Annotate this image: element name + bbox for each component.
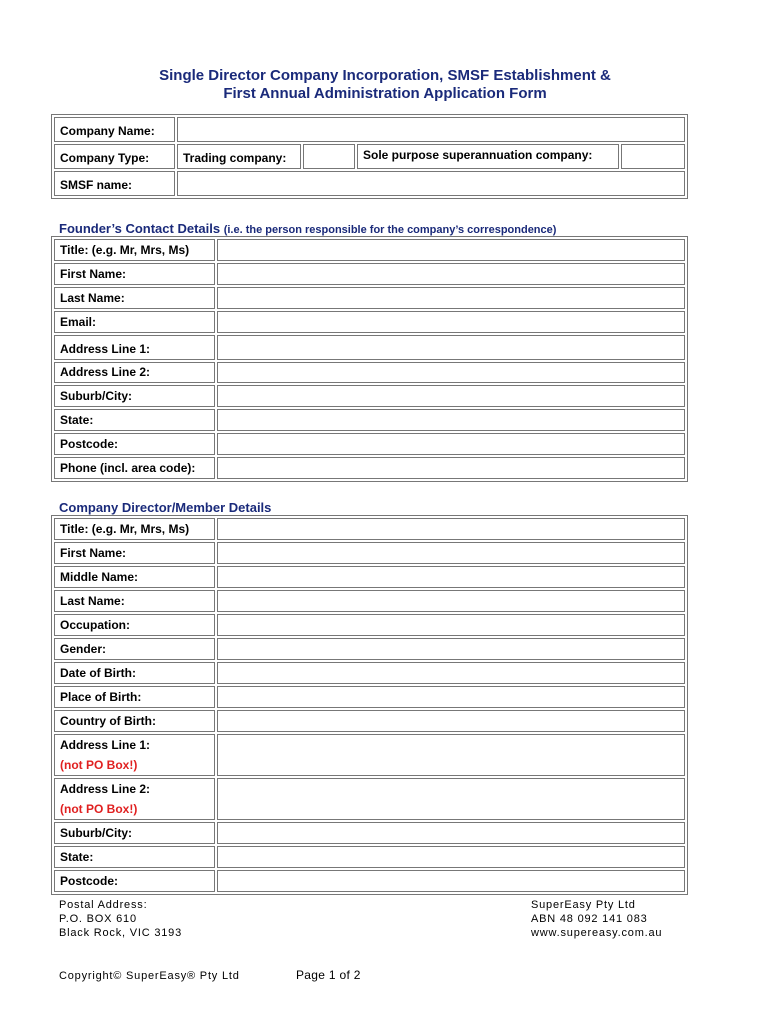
sole-purpose-checkbox[interactable]	[621, 144, 685, 169]
founder-row	[54, 409, 685, 431]
director-section-heading	[59, 500, 271, 515]
founder-first-name-field[interactable]	[217, 263, 685, 285]
director-place-of-birth-label: Place of Birth:	[54, 686, 215, 708]
director-occupation-label: Occupation:	[54, 614, 215, 636]
founder-row	[54, 287, 685, 309]
founder-title-label: Title: (e.g. Mr, Mrs, Ms)	[54, 239, 215, 261]
smsf-name-field[interactable]	[177, 171, 685, 196]
founder-last-name-field[interactable]	[217, 287, 685, 309]
founder-suburb-field[interactable]	[217, 385, 685, 407]
director-last-name-field[interactable]	[217, 590, 685, 612]
founder-contact-table	[51, 236, 688, 482]
company-name-label: Company Name:	[54, 117, 175, 142]
founder-heading-note: (i.e. the person responsible for the company’s correspondence)	[223, 224, 557, 236]
director-row	[54, 734, 685, 776]
founder-row	[54, 362, 685, 383]
director-row	[54, 778, 685, 820]
director-postcode-field[interactable]	[217, 870, 685, 892]
director-row	[54, 590, 685, 612]
not-po-box-warning: (not PO Box!)	[60, 802, 138, 816]
founder-email-label: Email:	[54, 311, 215, 333]
founder-address-2-field[interactable]	[217, 362, 685, 383]
postal-address-heading: Postal Address:	[59, 899, 148, 911]
founder-phone-field[interactable]	[217, 457, 685, 479]
postal-suburb: Black Rock, VIC 3193	[59, 927, 182, 939]
director-row	[54, 686, 685, 708]
founder-row	[54, 263, 685, 285]
director-address-1-field[interactable]	[217, 734, 685, 776]
founder-address-1-field[interactable]	[217, 335, 685, 360]
director-row	[54, 846, 685, 868]
director-address-1-text: Address Line 1:	[60, 738, 151, 752]
director-suburb-label: Suburb/City:	[54, 822, 215, 844]
director-first-name-label: First Name:	[54, 542, 215, 564]
director-title-field[interactable]	[217, 518, 685, 540]
not-po-box-warning: (not PO Box!)	[60, 758, 138, 772]
director-address-2-text: Address Line 2:	[60, 782, 151, 796]
director-row	[54, 638, 685, 660]
founder-row	[54, 335, 685, 360]
director-first-name-field[interactable]	[217, 542, 685, 564]
founder-row	[54, 457, 685, 479]
sole-purpose-label: Sole purpose superannuation company:	[357, 144, 619, 169]
company-info-website: www.supereasy.com.au	[531, 927, 663, 939]
director-row	[54, 566, 685, 588]
trading-company-label: Trading company:	[177, 144, 301, 169]
director-state-field[interactable]	[217, 846, 685, 868]
founder-address-1-label: Address Line 1:	[54, 335, 215, 360]
director-title-label: Title: (e.g. Mr, Mrs, Ms)	[54, 518, 215, 540]
director-country-of-birth-field[interactable]	[217, 710, 685, 732]
director-gender-field[interactable]	[217, 638, 685, 660]
director-country-of-birth-label: Country of Birth:	[54, 710, 215, 732]
founder-section-heading	[59, 221, 556, 236]
company-info-abn: ABN 48 092 141 083	[531, 913, 648, 925]
company-info-name: SuperEasy Pty Ltd	[531, 899, 636, 911]
smsf-name-label: SMSF name:	[54, 171, 175, 196]
founder-email-field[interactable]	[217, 311, 685, 333]
director-state-label: State:	[54, 846, 215, 868]
director-member-table	[51, 515, 688, 895]
founder-state-label: State:	[54, 409, 215, 431]
director-middle-name-field[interactable]	[217, 566, 685, 588]
company-info-block	[531, 898, 662, 940]
trading-company-checkbox[interactable]	[303, 144, 355, 169]
copyright-notice: Copyright© SuperEasy® Pty Ltd	[59, 970, 240, 982]
founder-heading-text: Founder’s Contact Details	[59, 221, 221, 236]
form-title-line-2: First Annual Administration Application Form	[223, 85, 547, 102]
founder-title-field[interactable]	[217, 239, 685, 261]
founder-suburb-label: Suburb/City:	[54, 385, 215, 407]
director-row	[54, 822, 685, 844]
director-occupation-field[interactable]	[217, 614, 685, 636]
founder-row	[54, 239, 685, 261]
director-row	[54, 542, 685, 564]
director-gender-label: Gender:	[54, 638, 215, 660]
founder-address-2-label: Address Line 2:	[54, 362, 215, 383]
postal-po-box: P.O. BOX 610	[59, 913, 137, 925]
director-place-of-birth-field[interactable]	[217, 686, 685, 708]
director-row	[54, 518, 685, 540]
founder-first-name-label: First Name:	[54, 263, 215, 285]
director-row	[54, 710, 685, 732]
director-address-2-label	[54, 778, 215, 820]
page-number: Page 1 of 2	[296, 968, 361, 982]
director-postcode-label: Postcode:	[54, 870, 215, 892]
director-last-name-label: Last Name:	[54, 590, 215, 612]
director-address-2-field[interactable]	[217, 778, 685, 820]
director-row	[54, 614, 685, 636]
founder-state-field[interactable]	[217, 409, 685, 431]
company-name-field[interactable]	[177, 117, 685, 142]
director-address-1-label	[54, 734, 215, 776]
founder-row	[54, 311, 685, 333]
form-title	[0, 67, 770, 103]
founder-row	[54, 385, 685, 407]
form-title-line-1: Single Director Company Incorporation, SMSF Establishment &	[159, 67, 611, 84]
director-row	[54, 870, 685, 892]
company-type-label: Company Type:	[54, 144, 175, 169]
founder-row	[54, 433, 685, 455]
company-name-row	[54, 117, 685, 142]
director-dob-label: Date of Birth:	[54, 662, 215, 684]
founder-phone-label: Phone (incl. area code):	[54, 457, 215, 479]
postal-address-block	[59, 898, 182, 940]
director-middle-name-label: Middle Name:	[54, 566, 215, 588]
company-type-row	[54, 144, 685, 169]
director-row	[54, 662, 685, 684]
smsf-name-row	[54, 171, 685, 196]
company-details-table	[51, 114, 688, 199]
director-suburb-field[interactable]	[217, 822, 685, 844]
director-dob-field[interactable]	[217, 662, 685, 684]
founder-postcode-label: Postcode:	[54, 433, 215, 455]
director-heading-text: Company Director/Member Details	[59, 500, 272, 515]
founder-postcode-field[interactable]	[217, 433, 685, 455]
founder-last-name-label: Last Name:	[54, 287, 215, 309]
